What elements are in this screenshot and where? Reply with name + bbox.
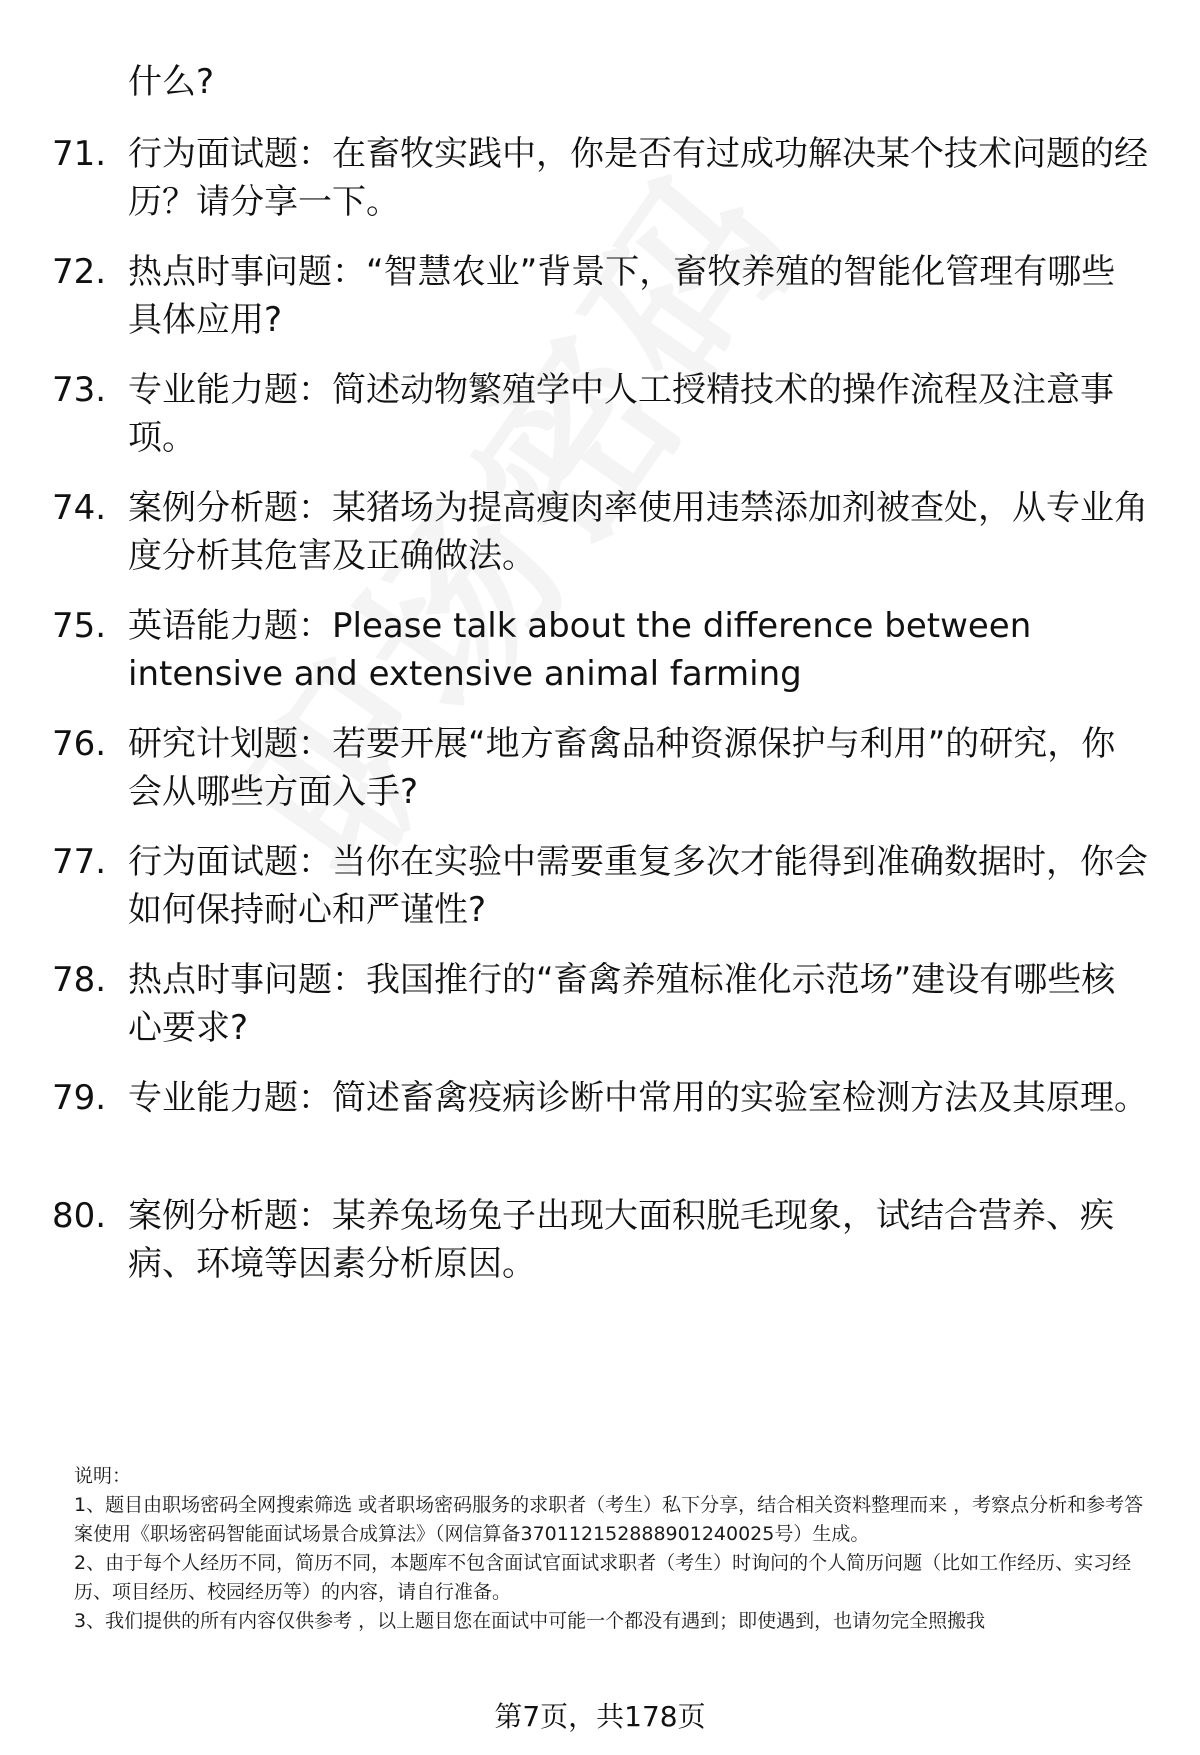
question-number: 71. [52, 134, 107, 174]
page-footer: 第7页，共178页 [494, 1700, 706, 1733]
question-number: 73. [52, 370, 107, 410]
note-item: 1、题目由职场密码全网搜索筛选 或者职场密码服务的求职者（考生）私下分享，结合相关资料整理而来 ，考察点分析和参考答案使用《职场密码智能面试场景合成算法》（网信算备370112152888901240025号）生成。 [74, 1494, 1144, 1545]
question-text: 研究计划题：若要开展“地方畜禽品种资源保护与利用”的研究，你会从哪些方面入手? [128, 724, 1116, 812]
question-text: 案例分析题：某猪场为提高瘦肉率使用违禁添加剂被查处，从专业角度分析其危害及正确做法。 [128, 488, 1148, 576]
question-text: 专业能力题：简述动物繁殖学中人工授精技术的操作流程及注意事项。 [128, 370, 1114, 458]
question-text: 案例分析题：某养兔场兔子出现大面积脱毛现象，试结合营养、疾病、环境等因素分析原因。 [128, 1196, 1114, 1284]
question-number: 80. [52, 1196, 107, 1236]
question-number: 76. [52, 724, 107, 764]
question-number: 78. [52, 960, 107, 1000]
question-number: 77. [52, 842, 107, 882]
question-text: 专业能力题：简述畜禽疫病诊断中常用的实验室检测方法及其原理。 [128, 1078, 1148, 1118]
question-text: 行为面试题：当你在实验中需要重复多次才能得到准确数据时，你会如何保持耐心和严谨性? [128, 842, 1148, 930]
question-number: 72. [52, 252, 107, 292]
question-text: 热点时事问题：我国推行的“畜禽养殖标准化示范场”建设有哪些核心要求? [128, 960, 1116, 1048]
question-number: 79. [52, 1078, 107, 1118]
question-number: 75. [52, 606, 107, 646]
notes-heading: 说明： [74, 1465, 132, 1487]
question-text: 热点时事问题：“智慧农业”背景下，畜牧养殖的智能化管理有哪些具体应用? [128, 252, 1116, 340]
question-text: 行为面试题：在畜牧实践中，你是否有过成功解决某个技术问题的经历？请分享一下。 [128, 134, 1148, 222]
notes-section [74, 1462, 1154, 1636]
note-item: 3、我们提供的所有内容仅供参考 ，以上题目您在面试中可能一个都没有遇到；即使遇到，也请勿完全照搬我 [74, 1610, 986, 1632]
question-number: 74. [52, 488, 107, 528]
note-item: 2、由于每个人经历不同，简历不同，本题库不包含面试官面试求职者（考生）时询问的个人简历问题（比如工作经历、实习经历、项目经历、校园经历等）的内容，请自行准备。 [74, 1552, 1132, 1603]
question-continuation: 什么? [128, 62, 215, 102]
question-text: 英语能力题：Please talk about the difference between intensive and extensive animal farming [128, 606, 1032, 694]
